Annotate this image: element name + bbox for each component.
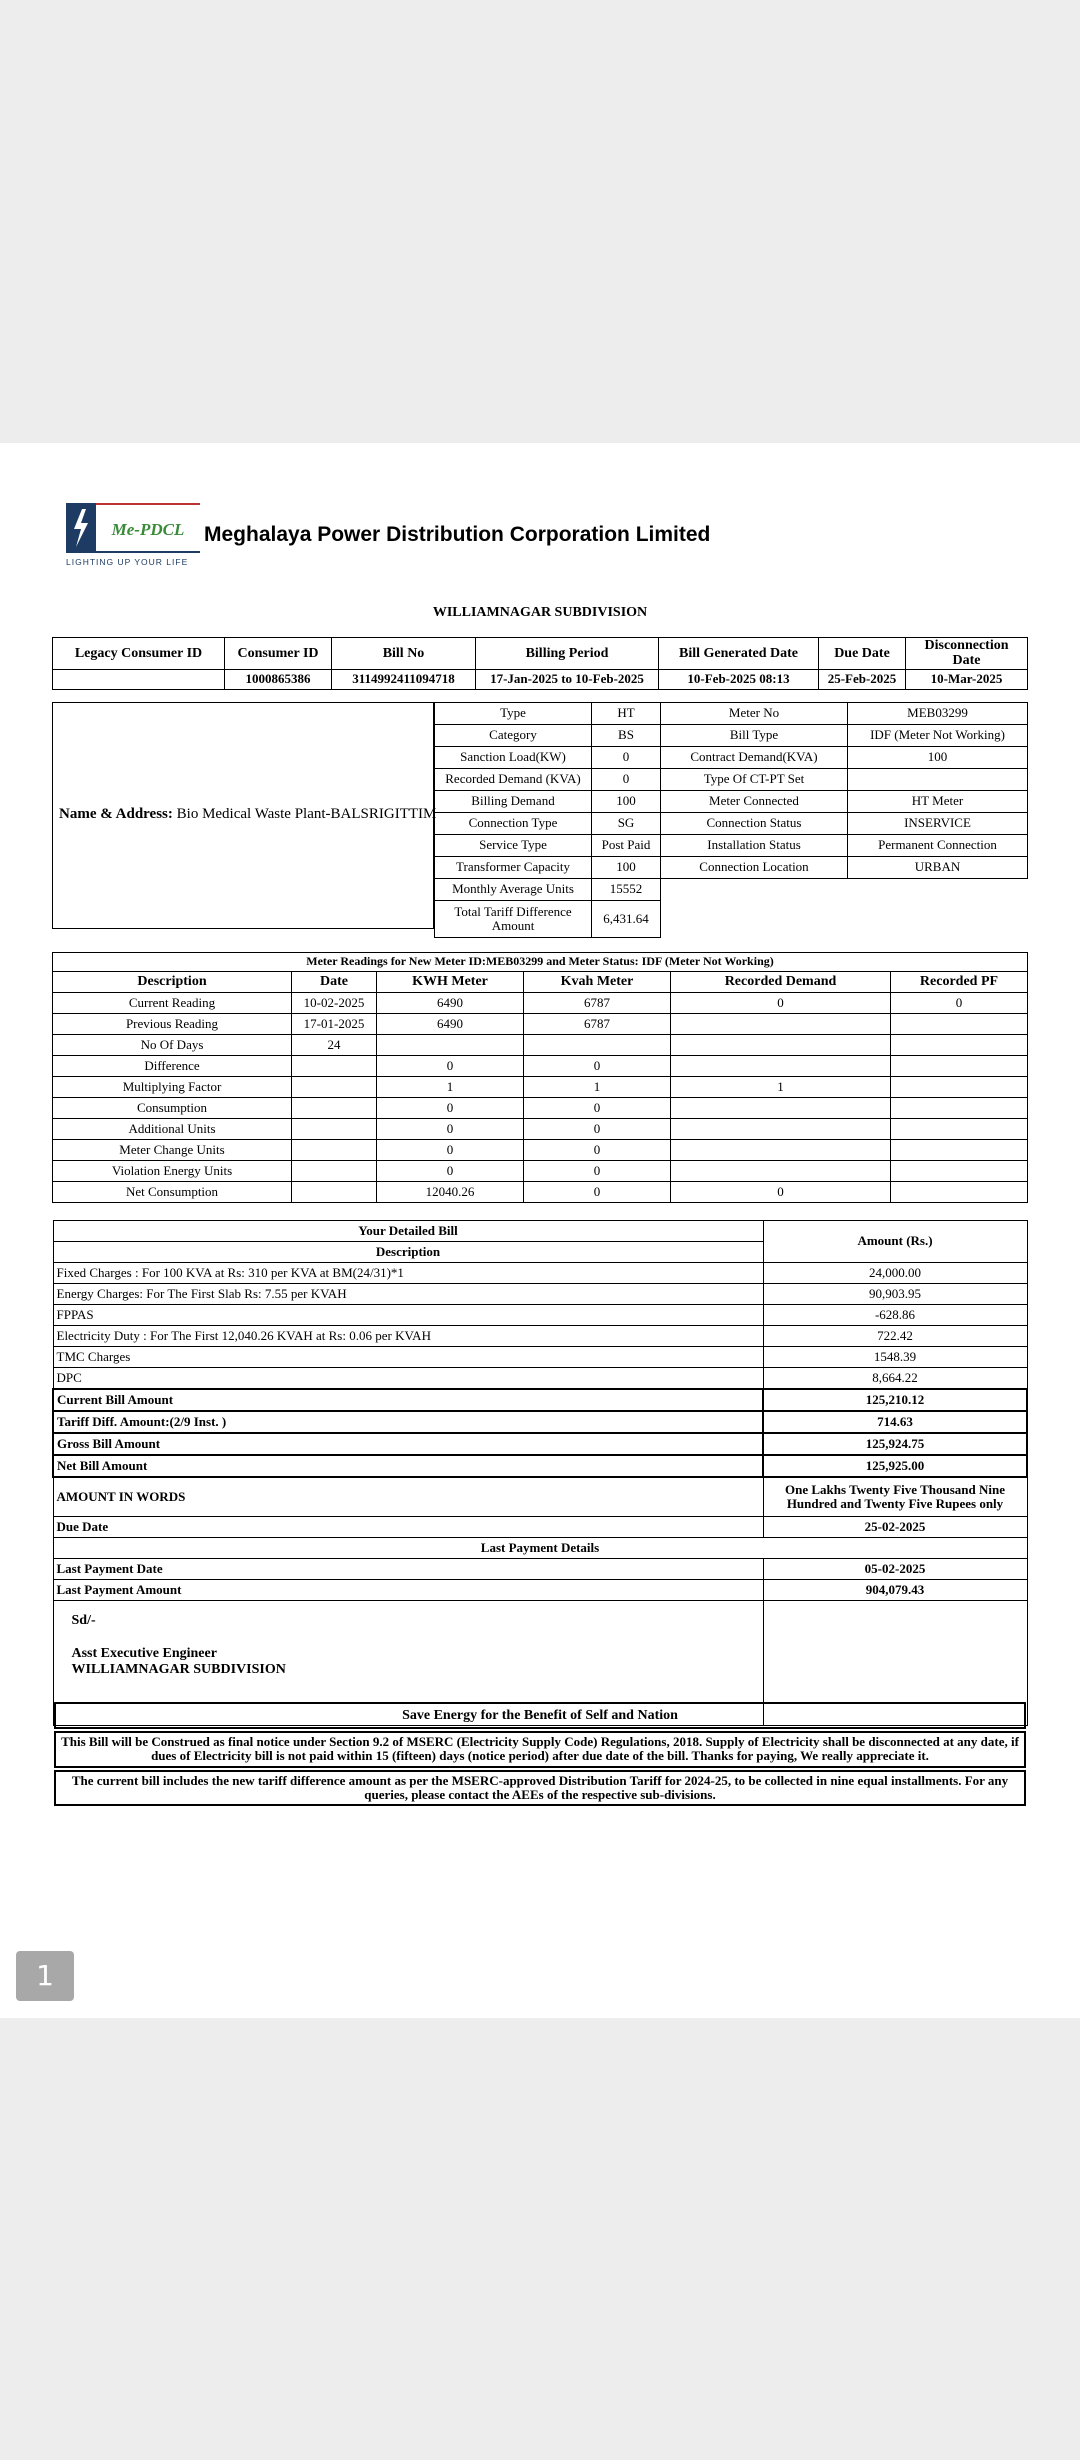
footer-notices	[54, 1702, 1026, 1806]
bill-header-table	[52, 637, 1028, 690]
last-payment-title: Last Payment Details	[53, 1538, 1027, 1559]
info-label: Connection Location	[661, 857, 848, 879]
meter-cell: 0	[671, 1182, 891, 1203]
info-label: Meter No	[661, 703, 848, 725]
last-payment-date-label: Last Payment Date	[53, 1559, 763, 1580]
meter-cell: 0	[524, 1140, 671, 1161]
meter-col: Kvah Meter	[524, 972, 671, 993]
info-value: 15552	[592, 879, 661, 901]
charge-amount: 90,903.95	[763, 1284, 1027, 1305]
info-label: Installation Status	[661, 835, 848, 857]
charge-amount: 722.42	[763, 1326, 1027, 1347]
meter-row	[53, 1035, 1028, 1056]
charge-desc: TMC Charges	[53, 1347, 763, 1368]
info-value: 100	[592, 857, 661, 879]
total-amount: 125,210.12	[763, 1389, 1027, 1411]
info-value: SG	[592, 813, 661, 835]
meter-cell: 24	[292, 1035, 377, 1056]
charge-desc: Electricity Duty : For The First 12,040.26 KVAH at Rs: 0.06 per KVAH	[53, 1326, 763, 1347]
info-value: 0	[592, 769, 661, 791]
meter-cell: 17-01-2025	[292, 1014, 377, 1035]
meter-row	[53, 1182, 1028, 1203]
meter-col: KWH Meter	[377, 972, 524, 993]
info-value: BS	[592, 725, 661, 747]
company-name: Meghalaya Power Distribution Corporation Limited	[204, 523, 711, 546]
due-date-value: 25-02-2025	[763, 1517, 1027, 1538]
info-value	[848, 769, 1028, 791]
info-label: Connection Status	[661, 813, 848, 835]
meter-cell	[292, 1056, 377, 1077]
meter-cell: Violation Energy Units	[53, 1161, 292, 1182]
meter-cell: No Of Days	[53, 1035, 292, 1056]
meter-cell	[891, 1098, 1028, 1119]
total-label: Current Bill Amount	[53, 1389, 763, 1411]
meter-cell: 6787	[524, 1014, 671, 1035]
info-label: Monthly Average Units	[435, 879, 592, 901]
description-header: Description	[53, 1242, 763, 1263]
meter-cell	[891, 1035, 1028, 1056]
info-value: HT	[592, 703, 661, 725]
info-label: Connection Type	[435, 813, 592, 835]
info-value: 100	[592, 791, 661, 813]
meter-cell: 12040.26	[377, 1182, 524, 1203]
last-payment-date: 05-02-2025	[763, 1559, 1027, 1580]
meter-cell: 0	[377, 1056, 524, 1077]
info-value: IDF (Meter Not Working)	[848, 725, 1028, 747]
charge-amount: 24,000.00	[763, 1263, 1027, 1284]
info-value: URBAN	[848, 857, 1028, 879]
info-label: Type	[435, 703, 592, 725]
meter-cell: 10-02-2025	[292, 993, 377, 1014]
total-label: Gross Bill Amount	[53, 1433, 763, 1455]
info-value: 6,431.64	[592, 901, 661, 938]
meter-cell: 0	[377, 1098, 524, 1119]
meter-cell: 1	[671, 1077, 891, 1098]
meter-cell	[524, 1035, 671, 1056]
consumer-name: Bio Medical Waste Plant-BALSRIGITTIM	[176, 806, 437, 822]
charge-amount: 8,664.22	[763, 1368, 1027, 1390]
page-number-badge: 1	[16, 1951, 74, 2001]
info-value: Permanent Connection	[848, 835, 1028, 857]
meter-cell	[671, 1119, 891, 1140]
meter-cell	[891, 1056, 1028, 1077]
meter-cell	[891, 1077, 1028, 1098]
total-amount: 125,924.75	[763, 1433, 1027, 1455]
svg-text:Me-PDCL: Me-PDCL	[111, 520, 185, 539]
total-amount: 714.63	[763, 1411, 1027, 1433]
charge-desc: Fixed Charges : For 100 KVA at Rs: 310 per KVA at BM(24/31)*1	[53, 1263, 763, 1284]
amount-in-words: One Lakhs Twenty Five Thousand Nine Hundred and Twenty Five Rupees only	[763, 1477, 1027, 1517]
bill-title: Your Detailed Bill	[53, 1221, 763, 1242]
meter-cell: 6490	[377, 993, 524, 1014]
meter-cell	[671, 1014, 891, 1035]
amount-header: Amount (Rs.)	[763, 1221, 1027, 1263]
tariff-notice: The current bill includes the new tariff difference amount as per the MSERC-approved Distribution Tariff for 2024-25, to be collected in nine equal installments. For any queries, please contact the AEEs of the respective sub-divisions.	[55, 1771, 1025, 1806]
charge-amount: 1548.39	[763, 1347, 1027, 1368]
svg-text:LIGHTING UP YOUR LIFE: LIGHTING UP YOUR LIFE	[66, 557, 189, 567]
info-value: 100	[848, 747, 1028, 769]
info-label: Category	[435, 725, 592, 747]
meter-cell	[292, 1140, 377, 1161]
meter-cell: Previous Reading	[53, 1014, 292, 1035]
header-col: Legacy Consumer ID	[53, 638, 225, 670]
meter-row	[53, 1056, 1028, 1077]
meter-row	[53, 1014, 1028, 1035]
header-val: 10-Feb-2025 08:13	[659, 669, 819, 689]
charge-amount: -628.86	[763, 1305, 1027, 1326]
meter-cell: Difference	[53, 1056, 292, 1077]
meter-cell: 1	[377, 1077, 524, 1098]
meter-cell	[671, 1161, 891, 1182]
meter-cell	[891, 1140, 1028, 1161]
meter-cell: 0	[524, 1161, 671, 1182]
meter-cell: Meter Change Units	[53, 1140, 292, 1161]
meter-cell	[292, 1077, 377, 1098]
meter-cell: 1	[524, 1077, 671, 1098]
info-label: Contract Demand(KVA)	[661, 747, 848, 769]
due-date-label: Due Date	[53, 1517, 763, 1538]
meter-col: Recorded Demand	[671, 972, 891, 993]
disconnection-notice: This Bill will be Construed as final notice under Section 9.2 of MSERC (Electricity Supply Code) Regulations, 2018. Supply of Electricity shall be disconnected at any date, if dues of Electricity bill is not paid within 15 (fifteen) days (notice period) after due date of the bill. Thanks for paying, We really appreciate it.	[55, 1732, 1025, 1767]
amount-in-words-label: AMOUNT IN WORDS	[53, 1477, 763, 1517]
header-col: Bill Generated Date	[659, 638, 819, 670]
meter-cell: Multiplying Factor	[53, 1077, 292, 1098]
header-col: Consumer ID	[225, 638, 332, 670]
meter-row	[53, 1098, 1028, 1119]
info-value: INSERVICE	[848, 813, 1028, 835]
last-payment-amount: 904,079.43	[763, 1580, 1027, 1601]
info-value: 0	[592, 747, 661, 769]
meter-cell	[671, 1035, 891, 1056]
meter-cell: 6787	[524, 993, 671, 1014]
meter-cell: 0	[524, 1182, 671, 1203]
meter-cell: 0	[891, 993, 1028, 1014]
meter-cell	[671, 1140, 891, 1161]
meter-col: Date	[292, 972, 377, 993]
meter-cell	[292, 1098, 377, 1119]
charge-desc: DPC	[53, 1368, 763, 1390]
header-col: Billing Period	[476, 638, 659, 670]
meter-row	[53, 993, 1028, 1014]
meter-cell: 6490	[377, 1014, 524, 1035]
meter-cell: 0	[524, 1119, 671, 1140]
info-value: MEB03299	[848, 703, 1028, 725]
header-val: 1000865386	[225, 669, 332, 689]
meter-cell	[891, 1182, 1028, 1203]
bill-page	[0, 443, 1080, 2018]
meter-cell: Net Consumption	[53, 1182, 292, 1203]
charge-desc: Energy Charges: For The First Slab Rs: 7.55 per KVAH	[53, 1284, 763, 1305]
info-label: Billing Demand	[435, 791, 592, 813]
info-label: Type Of CT-PT Set	[661, 769, 848, 791]
meter-cell: 0	[524, 1098, 671, 1119]
meter-col: Recorded PF	[891, 972, 1028, 993]
info-label: Total Tariff Difference Amount	[435, 901, 592, 938]
meter-cell	[292, 1161, 377, 1182]
info-label: Recorded Demand (KVA)	[435, 769, 592, 791]
info-label: Service Type	[435, 835, 592, 857]
meter-cell	[891, 1161, 1028, 1182]
header-col: Bill No	[332, 638, 476, 670]
meter-row	[53, 1140, 1028, 1161]
total-amount: 125,925.00	[763, 1455, 1027, 1477]
detailed-bill-table	[52, 1220, 1028, 1726]
last-payment-amount-label: Last Payment Amount	[53, 1580, 763, 1601]
meter-row	[53, 1161, 1028, 1182]
connection-info-table	[434, 702, 1028, 938]
company-logo	[66, 503, 204, 569]
subdivision-title: WILLIAMNAGAR SUBDIVISION	[432, 605, 648, 620]
meter-cell	[891, 1014, 1028, 1035]
meter-readings-table	[52, 952, 1028, 1203]
slogan: Save Energy for the Benefit of Self and Nation	[55, 1703, 1025, 1728]
meter-cell: 0	[377, 1119, 524, 1140]
meter-cell	[292, 1119, 377, 1140]
meter-cell	[891, 1119, 1028, 1140]
meter-cell: 0	[671, 993, 891, 1014]
meter-cell	[671, 1098, 891, 1119]
meter-cell: 0	[377, 1161, 524, 1182]
signer-office: WILLIAMNAGAR SUBDIVISION	[71, 1661, 286, 1677]
charge-desc: FPPAS	[53, 1305, 763, 1326]
meter-cell: 0	[524, 1056, 671, 1077]
info-value: Post Paid	[592, 835, 661, 857]
info-label: Transformer Capacity	[435, 857, 592, 879]
meter-readings-title: Meter Readings for New Meter ID:MEB03299 and Meter Status: IDF (Meter Not Working)	[53, 953, 1028, 972]
signer-title: Asst Executive Engineer	[71, 1646, 217, 1662]
info-label: Sanction Load(KW)	[435, 747, 592, 769]
header-val: 25-Feb-2025	[819, 669, 906, 689]
meter-cell	[292, 1182, 377, 1203]
meter-cell	[377, 1035, 524, 1056]
header-val: 3114992411094718	[332, 669, 476, 689]
meter-row	[53, 1119, 1028, 1140]
header-col: Disconnection Date	[906, 638, 1028, 670]
header-col: Due Date	[819, 638, 906, 670]
meter-cell: Consumption	[53, 1098, 292, 1119]
total-label: Tariff Diff. Amount:(2/9 Inst. )	[53, 1411, 763, 1433]
meter-cell: Current Reading	[53, 993, 292, 1014]
signature: Sd/-	[71, 1613, 96, 1628]
info-value: HT Meter	[848, 791, 1028, 813]
total-label: Net Bill Amount	[53, 1455, 763, 1477]
consumer-name-box	[52, 702, 437, 929]
header-val	[53, 669, 225, 689]
meter-col: Description	[53, 972, 292, 993]
info-label: Bill Type	[661, 725, 848, 747]
meter-row	[53, 1077, 1028, 1098]
info-label: Meter Connected	[661, 791, 848, 813]
header-val: 10-Mar-2025	[906, 669, 1028, 689]
meter-cell: 0	[377, 1140, 524, 1161]
meter-cell: Additional Units	[53, 1119, 292, 1140]
meter-cell	[671, 1056, 891, 1077]
name-label: Name & Address:	[59, 806, 173, 822]
header-val: 17-Jan-2025 to 10-Feb-2025	[476, 669, 659, 689]
